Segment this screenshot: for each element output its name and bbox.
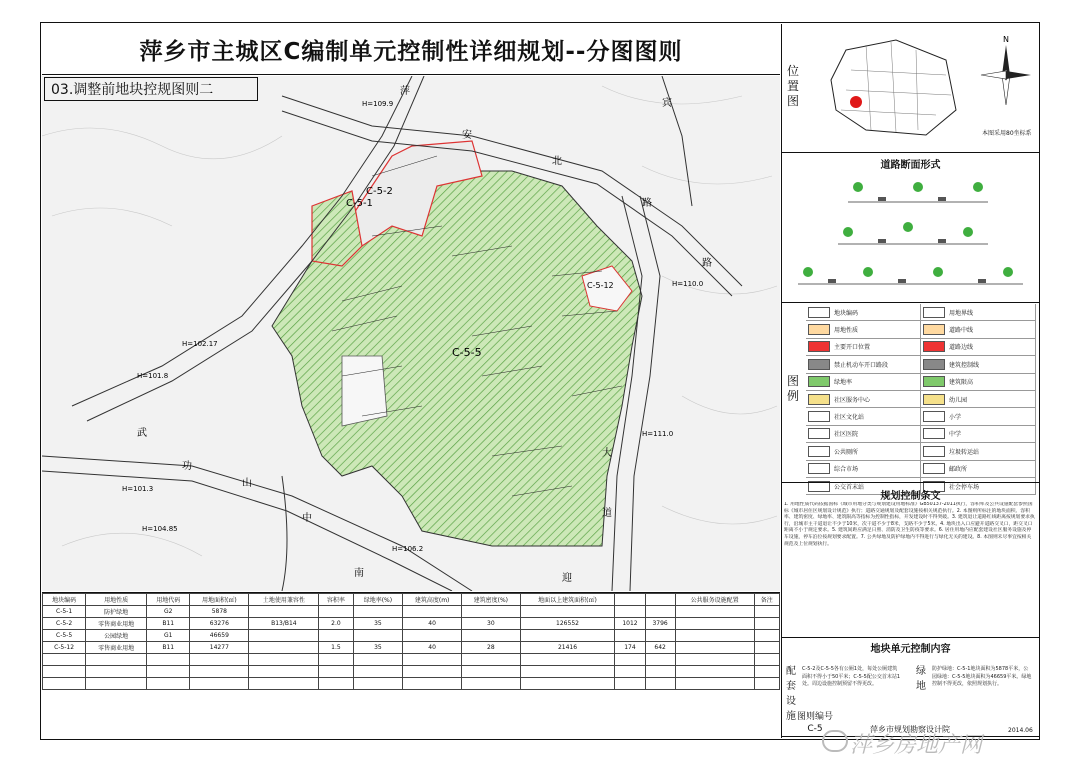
svg-text:H=106.2: H=106.2 <box>392 545 424 553</box>
legend <box>806 304 1036 491</box>
table-row <box>43 606 780 618</box>
table-cell <box>754 666 779 678</box>
table-row <box>43 642 780 654</box>
page-title: 萍乡市主城区C编制单元控制性详细规划--分图图则 <box>42 24 780 75</box>
legend-row <box>806 391 1036 408</box>
legend-text: 公交首末站 <box>834 483 865 491</box>
table-row-empty <box>43 678 780 690</box>
table-cell <box>615 630 645 642</box>
table-cell <box>462 678 521 690</box>
table-cell <box>675 678 754 690</box>
table-cell: C-5-2 <box>43 618 86 630</box>
watermark: 萍乡房地产网 <box>850 733 983 758</box>
legend-item <box>921 374 1036 390</box>
legend-text: 禁止机动车开口路段 <box>834 361 889 369</box>
table-cell <box>754 630 779 642</box>
table-cell <box>190 666 249 678</box>
facility-text: C-5-2及C-5-5各有公厕1处，每处公厕建筑面积不得小于50平米；C-5-5配公交首末站1处。周边设施控制预留不得更改。 <box>802 666 901 687</box>
design-unit: 萍乡市规划勘察设计院 <box>870 725 950 734</box>
table-cell <box>615 678 645 690</box>
legend-symbol-icon <box>808 428 830 439</box>
table-cell <box>645 630 675 642</box>
legend-text: 建筑限高 <box>949 379 974 387</box>
table-cell <box>319 678 353 690</box>
legend-item <box>806 391 921 407</box>
svg-text:H=101.3: H=101.3 <box>122 485 154 493</box>
svg-text:山: 山 <box>242 478 252 489</box>
table-header-cell <box>645 594 675 606</box>
legend-text: 绿地率 <box>834 379 853 387</box>
table-cell <box>675 642 754 654</box>
legend-item <box>921 391 1036 407</box>
table-cell: G1 <box>147 630 190 642</box>
svg-text:迎: 迎 <box>562 573 572 584</box>
location-marker <box>850 96 862 108</box>
table-cell <box>353 606 403 618</box>
table-cell: 30 <box>462 618 521 630</box>
svg-text:北: 北 <box>552 156 562 167</box>
table-cell <box>353 666 403 678</box>
table-cell <box>319 630 353 642</box>
table-cell <box>86 666 147 678</box>
table-cell <box>754 606 779 618</box>
table-header-cell: 容积率 <box>319 594 353 606</box>
table-row <box>43 618 780 630</box>
table-cell <box>675 654 754 666</box>
legend-symbol-icon <box>923 376 945 387</box>
table-cell <box>615 654 645 666</box>
table-cell <box>249 642 319 654</box>
wechat-icon <box>822 730 848 752</box>
legend-symbol-icon <box>808 411 830 422</box>
legend-item <box>806 426 921 442</box>
divider <box>782 482 1039 483</box>
legend-row <box>806 443 1036 460</box>
table-cell <box>353 678 403 690</box>
svg-text:武: 武 <box>137 428 147 439</box>
table-row-empty <box>43 666 780 678</box>
table-cell <box>249 654 319 666</box>
legend-symbol-icon <box>923 428 945 439</box>
table-cell <box>645 678 675 690</box>
table-cell: 642 <box>645 642 675 654</box>
table-cell: 公园绿地 <box>86 630 147 642</box>
legend-text: 地块编码 <box>834 309 859 317</box>
legend-symbol-icon <box>808 376 830 387</box>
table-cell: 35 <box>353 618 403 630</box>
table-cell: 46659 <box>190 630 249 642</box>
table-cell: 126552 <box>520 618 615 630</box>
table-header-cell: 公共服务设施配置 <box>675 594 754 606</box>
table-cell: 3796 <box>645 618 675 630</box>
table-cell: 1.5 <box>319 642 353 654</box>
table-header-cell: 土地使用兼容性 <box>249 594 319 606</box>
legend-row <box>806 321 1036 338</box>
table-cell: 5878 <box>190 606 249 618</box>
date: 2014.06 <box>1008 727 1033 734</box>
table-cell: G2 <box>147 606 190 618</box>
table-cell <box>190 654 249 666</box>
table-header-cell: 建筑密度(%) <box>462 594 521 606</box>
legend-symbol-icon <box>808 341 830 352</box>
table-cell: 35 <box>353 642 403 654</box>
legend-row <box>806 304 1036 321</box>
plan-map <box>42 76 780 591</box>
legend-text: 用地性质 <box>834 327 859 335</box>
table-cell: 1012 <box>615 618 645 630</box>
table-cell <box>43 666 86 678</box>
table-cell: 2.0 <box>319 618 353 630</box>
table-cell: 零售商业用地 <box>86 642 147 654</box>
greenland-label: 绿地 <box>916 666 926 692</box>
svg-text:中: 中 <box>302 513 312 524</box>
table-cell <box>645 654 675 666</box>
scale-note: 本图采用80坐标系 <box>982 130 1032 137</box>
table-cell <box>43 678 86 690</box>
legend-text: 道路中线 <box>949 327 974 335</box>
table-cell: 21416 <box>520 642 615 654</box>
svg-text:大: 大 <box>602 448 612 459</box>
table-cell <box>520 678 615 690</box>
table-cell <box>249 606 319 618</box>
legend-symbol-icon <box>923 307 945 318</box>
legend-text: 社区文化站 <box>834 414 865 422</box>
table-cell <box>43 654 86 666</box>
unit-control-title: 地块单元控制内容 <box>870 644 951 655</box>
legend-item <box>806 321 921 337</box>
road-section-title: 道路断面形式 <box>880 160 941 171</box>
table-cell <box>319 666 353 678</box>
table-cell <box>403 654 462 666</box>
legend-item <box>921 443 1036 459</box>
table-cell: C-5-12 <box>43 642 86 654</box>
table-cell <box>520 606 615 618</box>
legend-row <box>806 408 1036 425</box>
parcel-label: C-5-2 <box>366 186 393 197</box>
table-cell: 40 <box>403 642 462 654</box>
legend-item <box>921 356 1036 372</box>
table-cell: 174 <box>615 642 645 654</box>
table-cell <box>754 654 779 666</box>
table-cell <box>675 630 754 642</box>
legend-item <box>806 356 921 372</box>
legend-symbol-icon <box>923 463 945 474</box>
table-header-cell: 绿地率(%) <box>353 594 403 606</box>
svg-text:功: 功 <box>182 461 192 472</box>
table-row <box>43 630 780 642</box>
legend-item <box>921 321 1036 337</box>
rules-title: 规划控制条文 <box>880 491 941 502</box>
legend-text: 社会停车场 <box>949 483 980 491</box>
legend-text: 主要开口位置 <box>834 344 871 352</box>
table-header-cell: 建筑高度(m) <box>403 594 462 606</box>
legend-text: 幼儿园 <box>949 396 968 404</box>
svg-text:N: N <box>1003 35 1009 44</box>
svg-text:H=102.17: H=102.17 <box>182 340 218 348</box>
divider <box>782 152 1039 153</box>
table-cell <box>645 666 675 678</box>
legend-item <box>806 374 921 390</box>
table-cell <box>403 606 462 618</box>
svg-text:道: 道 <box>602 508 612 519</box>
table-cell <box>645 606 675 618</box>
legend-row <box>806 356 1036 373</box>
facility-label: 配套设施 <box>786 666 796 722</box>
legend-text: 用地界线 <box>949 309 974 317</box>
svg-text:路: 路 <box>642 198 652 209</box>
legend-symbol-icon <box>808 307 830 318</box>
greenland-text: 防护绿地：C-5-1地块面积为5878平米，公园绿地：C-5-5地块面积为46659平米。绿地控制不得更改，依照规划执行。 <box>932 666 1032 687</box>
legend-item <box>806 339 921 355</box>
table-header-cell <box>615 594 645 606</box>
legend-row <box>806 461 1036 478</box>
legend-text: 小学 <box>949 414 962 422</box>
legend-text: 道路边线 <box>949 344 974 352</box>
legend-row <box>806 374 1036 391</box>
table-cell <box>462 630 521 642</box>
table-cell: 40 <box>403 618 462 630</box>
table-cell: 28 <box>462 642 521 654</box>
table-cell <box>675 666 754 678</box>
table-row-empty <box>43 654 780 666</box>
legend-text: 建筑控制线 <box>949 361 980 369</box>
table-cell <box>249 678 319 690</box>
table-cell <box>675 606 754 618</box>
table-cell <box>462 666 521 678</box>
table-cell: 14277 <box>190 642 249 654</box>
legend-text: 邮政所 <box>949 466 968 474</box>
table-cell: B11 <box>147 642 190 654</box>
legend-symbol-icon <box>923 446 945 457</box>
table-cell: B11 <box>147 618 190 630</box>
table-cell <box>754 642 779 654</box>
map-svg <box>42 76 780 591</box>
table-cell <box>403 678 462 690</box>
table-cell <box>520 630 615 642</box>
svg-text:萍: 萍 <box>400 86 410 97</box>
legend-text: 公共厕所 <box>834 448 859 456</box>
table-header-cell: 地面以上建筑面积(㎡) <box>520 594 615 606</box>
table-cell <box>86 678 147 690</box>
legend-row <box>806 339 1036 356</box>
svg-text:安: 安 <box>462 130 472 141</box>
svg-text:H=111.0: H=111.0 <box>642 430 674 438</box>
plot-index-table <box>42 592 780 653</box>
table-cell <box>462 654 521 666</box>
legend-symbol-icon <box>923 411 945 422</box>
table-header-cell: 用地性质 <box>86 594 147 606</box>
parcel-label: C-5-12 <box>587 281 614 290</box>
location-map <box>806 30 974 142</box>
legend-symbol-icon <box>923 324 945 335</box>
table-header-cell: 用地面积(㎡) <box>190 594 249 606</box>
table-cell <box>249 666 319 678</box>
table-cell <box>319 606 353 618</box>
rules-text: 1. 用地性质代码依据国标《城市用地分类与规划建设用地标准》GB50137-2011执行，容积率及公共设施配套参照国标《城市居住区规划设计规范》执行；道路交通规划及配套设施按相关规范执行。2. 本图则所标注的地块面积、容积率、建筑密度、绿地率、建筑限高等指标为控制性指标，开发建设时不得突破。3. 建筑退让道路红线距离按规划要求执行，沿城市主干道退让不少于10米，次干道不少于8米，支路不少于5米。4. 地块出入口应避开道路交叉口，距交叉口距离不小于规定要求。5. 建筑间距应满足日照、消防及卫生防疫等要求。6. 居住用地内应配套建设社区服务设施及停车设施，停车泊位按规划要求配置。7. 公共绿地及防护绿地内不得进行与绿化无关的建设。8. 本图则未尽事宜按相关规范及上位规划执行。 <box>784 502 1035 547</box>
legend-item <box>921 339 1036 355</box>
table-cell <box>147 666 190 678</box>
table-cell <box>520 666 615 678</box>
legend-item <box>921 426 1036 442</box>
legend-text: 社区医院 <box>834 431 859 439</box>
side-panel <box>781 24 1039 738</box>
legend-text: 中学 <box>949 431 962 439</box>
svg-text:宾: 宾 <box>662 98 672 109</box>
figure-number-value: C-5 <box>807 724 823 734</box>
road-sections <box>788 172 1033 300</box>
legend-text: 垃圾转运站 <box>949 448 980 456</box>
table-cell <box>615 606 645 618</box>
svg-text:H=109.9: H=109.9 <box>362 100 394 108</box>
table-cell: C-5-1 <box>43 606 86 618</box>
table-header <box>43 594 780 606</box>
table-header-cell: 用地代码 <box>147 594 190 606</box>
table-cell: 63276 <box>190 618 249 630</box>
legend-text: 综合市场 <box>834 466 859 474</box>
table-body <box>43 606 780 690</box>
legend-symbol-icon <box>923 359 945 370</box>
table-cell <box>249 630 319 642</box>
svg-text:H=101.8: H=101.8 <box>137 372 169 380</box>
legend-symbol-icon <box>808 359 830 370</box>
legend-symbol-icon <box>808 463 830 474</box>
legend-symbol-icon <box>808 324 830 335</box>
table-cell <box>462 606 521 618</box>
figure-number-label: 图则编号 <box>796 712 833 722</box>
table-cell: 防护绿地 <box>86 606 147 618</box>
legend-item <box>921 304 1036 320</box>
legend-item <box>806 461 921 477</box>
legend-symbol-icon <box>923 394 945 405</box>
table-cell <box>147 654 190 666</box>
legend-row <box>806 426 1036 443</box>
table-cell <box>675 618 754 630</box>
legend-symbol-icon <box>808 446 830 457</box>
north-arrow-icon <box>976 30 1036 130</box>
table-cell: 零售商业用地 <box>86 618 147 630</box>
divider <box>782 302 1039 303</box>
parcel-label: C-5-5 <box>452 346 482 359</box>
legend-item <box>806 304 921 320</box>
legend-text: 社区服务中心 <box>834 396 871 404</box>
table-cell <box>615 666 645 678</box>
legend-item <box>921 461 1036 477</box>
table-cell <box>754 618 779 630</box>
legend-item <box>806 408 921 424</box>
table-cell: B13/B14 <box>249 618 319 630</box>
table-cell <box>190 678 249 690</box>
table-header-cell: 备注 <box>754 594 779 606</box>
table-cell: C-5-5 <box>43 630 86 642</box>
sheet-subtitle: 03.调整前地块控规图则二 <box>44 77 258 101</box>
table-cell <box>520 654 615 666</box>
legend-item <box>806 443 921 459</box>
legend-label: 图例 <box>786 374 799 403</box>
legend-symbol-icon <box>808 394 830 405</box>
table-cell <box>86 654 147 666</box>
table-header-cell: 地块编码 <box>43 594 86 606</box>
parcel-label: C-5-1 <box>346 198 373 209</box>
table-cell <box>147 678 190 690</box>
location-label: 位置图 <box>786 64 799 108</box>
svg-text:路: 路 <box>702 258 712 269</box>
svg-text:H=110.0: H=110.0 <box>672 280 704 288</box>
table-cell <box>403 630 462 642</box>
legend-symbol-icon <box>923 341 945 352</box>
table-cell <box>353 630 403 642</box>
table-cell <box>754 678 779 690</box>
svg-text:南: 南 <box>354 568 364 579</box>
legend-item <box>921 408 1036 424</box>
table-cell <box>319 654 353 666</box>
divider <box>782 637 1039 638</box>
table-cell <box>353 654 403 666</box>
table-cell <box>403 666 462 678</box>
svg-text:H=104.85: H=104.85 <box>142 525 178 533</box>
